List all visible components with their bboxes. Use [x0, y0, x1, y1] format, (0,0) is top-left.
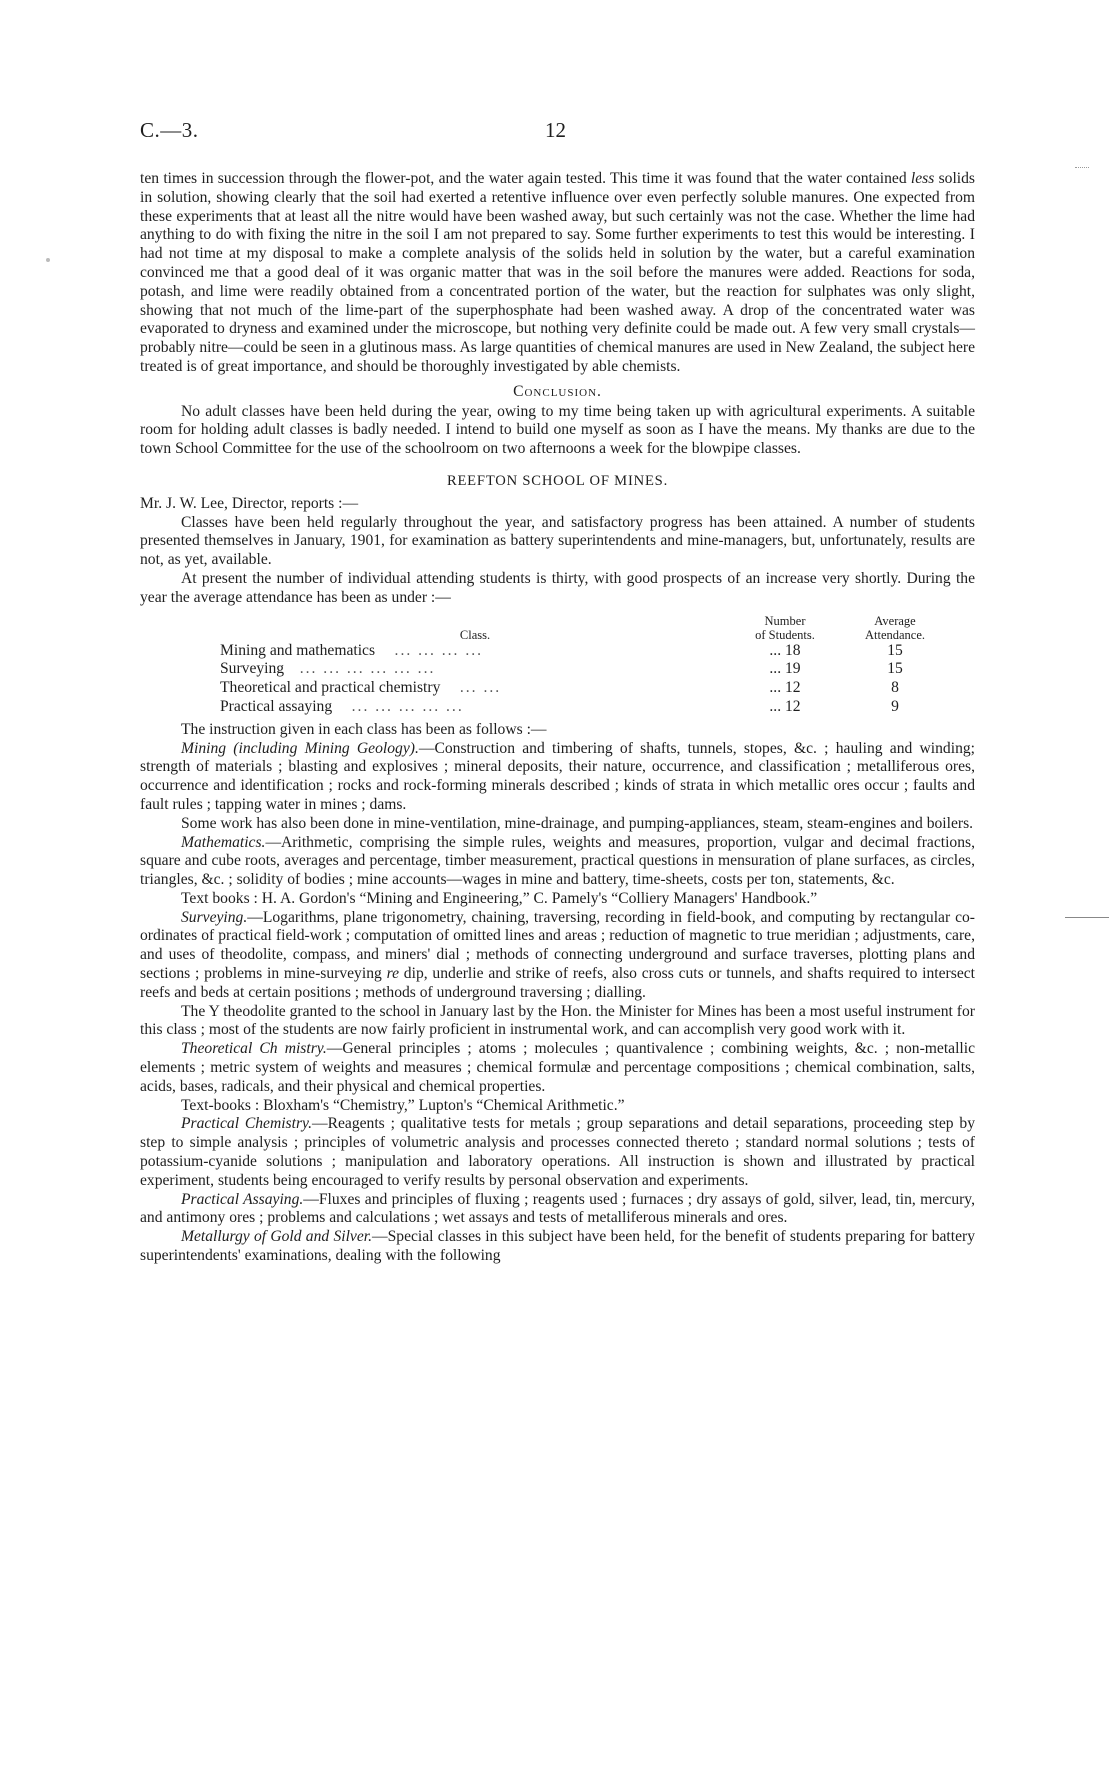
average-attendance: 8 [891, 679, 899, 697]
subject-title: Theoretical Ch mistry. [181, 1040, 327, 1058]
scan-mark [46, 258, 50, 262]
table-row [220, 660, 950, 679]
paragraph: Some work has also been done in mine-ventilation, mine-drainage, and pumping-appliances, steam, steam-engines and boilers. [181, 814, 974, 832]
paragraph: Text books : H. A. Gordon's “Mining and Engineering,” C. Pamely's “Colliery Managers' Handbook.” [181, 889, 818, 907]
paragraph-metallurgy: Metallurgy of Gold and Silver.—Special classes in this subject have been held, for the benefit of students preparing for battery superintendents' examinations, dealing with the following [140, 1228, 975, 1265]
class-name: Practical assaying ... ... ... ... ... [220, 697, 464, 715]
paragraph-practical-chemistry: Practical Chemistry.—Reagents ; qualitative tests for metals ; group separations and detail separations, proceeding step by step to simple analysis ; principles of volumetric analysis and processes connected thereto ; standard normal solutions ; tests of potassium-cyanide solutions ; manipulation and laboratory operations. All instruction is shown and illustrated by practical experiment, students being encouraged to verify results by personal observation and experiments. [140, 1115, 976, 1189]
header-average-attendance: Average Attendance. [864, 613, 926, 642]
scan-mark [1065, 917, 1109, 919]
student-count: ... 12 [769, 679, 801, 697]
student-count: ... 12 [769, 697, 801, 715]
paragraph-mining: Mining (including Mining Geology).—Construction and timbering of shafts, tunnels, stopes, &c. ; hauling and winding; strength of materials ; blasting and explosives ; mineral deposits, their nature, occurrence, and classification ; metalliferous ores, occurrence and identification ; rocks and rock-forming minerals described ; kinds of strata in which metallic ores occur ; faults and fault rules ; tapping water in mines ; dams. [140, 739, 975, 813]
paragraph: The instruction given in each class has been as follows :— [181, 720, 547, 738]
document-reference: C.—3. [140, 118, 199, 142]
table-header-row [220, 614, 950, 642]
body-text [140, 170, 975, 1266]
scan-mark [1075, 167, 1089, 170]
table-row [220, 679, 950, 698]
average-attendance: 15 [887, 641, 903, 659]
subject-title: Practical Assaying. [181, 1190, 304, 1208]
header-number-of-students: Number of Students. [755, 613, 815, 642]
subject-title: Surveying. [181, 908, 248, 926]
paragraph: At present the number of individual attending students is thirty, with good prospects of an increase very shortly. During the year the average attendance has been as under :— [140, 569, 975, 606]
header-class: Class. [459, 627, 491, 642]
subject-title: Mathematics. [181, 833, 266, 851]
paragraph: The Y theodolite granted to the school in January last by the Hon. the Minister for Mines has been a most useful instrument for this class ; most of the students are now fairly proficient in instrumental work, and can accomplish very good work with it. [140, 1002, 975, 1039]
paragraph: Classes have been held regularly throughout the year, and satisfactory progress has been attained. A number of students presented themselves in January, 1901, for examination as battery superintendents and mine-managers, but, unfortunately, results are not, as yet, available. [140, 513, 975, 569]
subject-title: Mining (including Mining Geology). [181, 739, 419, 757]
section-heading-conclusion: Conclusion. [513, 382, 602, 400]
paragraph-mathematics: Mathematics.—Arithmetic, comprising the simple rules, weights and measures, proportion, vulgar and decimal fractions, square and cube roots, averages and percentage, timber measurement, practical questions in mensuration of plane surfaces, as circles, triangles, &c. ; solidity of bodies ; mine accounts—wages in mine and battery, time-sheets, costs per ton, statements, &c. [140, 833, 975, 889]
class-name: Mining and mathematics ... ... ... ... [220, 641, 484, 659]
class-name: Theoretical and practical chemistry ... ... [220, 679, 502, 697]
attendance-table [220, 614, 950, 717]
report-intro-line: Mr. J. W. Lee, Director, reports :— [140, 494, 359, 512]
average-attendance: 9 [891, 697, 899, 715]
class-name: Surveying ... ... ... ... ... ... [220, 660, 436, 678]
average-attendance: 15 [887, 660, 903, 678]
paragraph: No adult classes have been held during the year, owing to my time being taken up with agricultural experiments. A suitable room for holding adult classes is badly needed. I intend to build one myself as soon as I have the means. My thanks are due to the town School Committee for the use of the schoolroom on two afternoons a week for the blowpipe classes. [140, 402, 975, 458]
paragraph: Text-books : Bloxham's “Chemistry,” Lupton's “Chemical Arithmetic.” [181, 1096, 625, 1114]
subject-title: Metallurgy of Gold and Silver. [181, 1228, 372, 1246]
paragraph-practical-assaying: Practical Assaying.—Fluxes and principles of fluxing ; reagents used ; furnaces ; dry assays of gold, silver, lead, tin, mercury, and antimony ores ; problems and calculations ; wet assays and tests of metalliferous minerals and ores. [140, 1190, 975, 1227]
student-count: ... 19 [769, 660, 801, 678]
paragraph-theoretical-chemistry: Theoretical Ch mistry.—General principles ; atoms ; molecules ; quantivalence ; combining weights, &c. ; non-metallic elements ; metric system of weights and measures ; chemical formulæ and percentage compositions ; chemical combination, salts, acids, bases, radicals, and their physical and chemical properties. [140, 1040, 975, 1095]
page-header [140, 118, 980, 148]
page-number: 12 [545, 118, 566, 142]
subject-title: Practical Chemistry. [181, 1115, 312, 1133]
section-heading-reefton: REEFTON SCHOOL OF MINES. [446, 472, 669, 489]
table-row [220, 698, 950, 717]
paragraph-surveying: Surveying.—Logarithms, plane trigonometry, chaining, traversing, recording in field-book, and computing by rectangular co-ordinates of practical field-work ; computation of omitted lines and areas ; reduction of magnetic to true meridian ; adjustments, care, and uses of theodolite, compass, and miners' dial ; methods of connecting underground and surface traverses, plotting plans and sections ; problems in mine-surveying re dip, underlie and strike of reefs, also cross cuts or tunnels, and shafts required to intersect reefs and beds at certain positions ; methods of underground traversing ; dialling. [140, 908, 975, 1001]
table-row [220, 642, 950, 661]
paragraph: ten times in succession through the flower-pot, and the water again tested. This time it was found that the water contained less solids in solution, showing clearly that the soil had exerted a retentive influence over even perfectly soluble manures. One expected from these experiments that at least all the nitre would have been washed away, but such certainly was not the case. Whether the lime had anything to do with fixing the nitre in the soil I am not prepared to say. Some further experiments to test this would be interesting. I had not time at my disposal to make a complete analysis of the solids held in solution by the water, but a careful examination convinced me that a good deal of it was organic matter that was in the soil before the manures were added. Reactions for soda, potash, and lime were readily obtained from a concentrated portion of the water, but the reaction for sulphates was only slight, showing that not much of the lime-part of the superphosphate had been washed away. A drop of the concentrated water was evaporated to dryness and examined under the microscope, but nothing very definite could be made out. A few very small crystals—probably nitre—could be seen in a glutinous mass. As large quantities of chemical manures are used in New Zealand, the subject here treated is of great importance, and should be thoroughly investigated by able chemists. [140, 170, 975, 375]
student-count: ... 18 [769, 641, 801, 659]
